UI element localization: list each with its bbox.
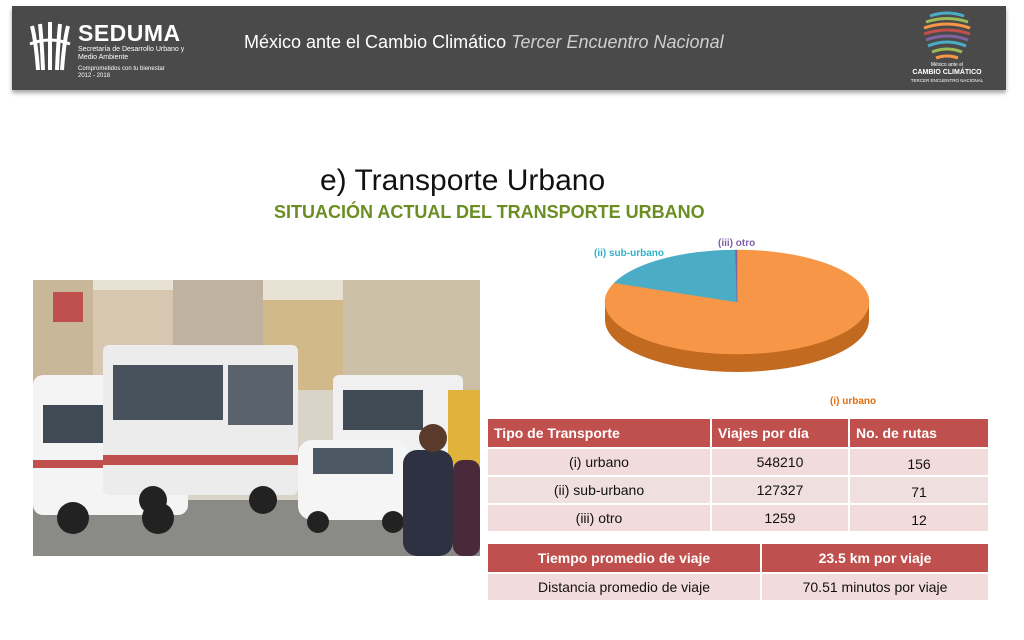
table-row xyxy=(488,449,988,475)
table-cell: 71 xyxy=(850,477,988,503)
right-logo-caption-3: TERCER ENCUENTRO NACIONAL xyxy=(910,78,984,83)
logo-subtitle: Secretaría de Desarrollo Urbano y Medio Ambiente xyxy=(78,46,185,61)
slide-title: e) Transporte Urbano xyxy=(320,164,606,197)
header-title-sub: Tercer Encuentro Nacional xyxy=(511,32,724,52)
table-cell: Distancia promedio de viaje xyxy=(488,574,760,600)
right-logo-caption-2: CAMBIO CLIMÁTICO xyxy=(912,69,982,76)
pie-label-otro: (iii) otro xyxy=(718,238,756,249)
pie-slices xyxy=(605,250,869,354)
table-cell: 1259 xyxy=(712,505,848,531)
pie-label-suburbano: (ii) sub-urbano xyxy=(594,248,664,259)
logo-tagline xyxy=(78,66,188,80)
trip-table-header-row xyxy=(488,544,988,572)
table-cell: (iii) otro xyxy=(488,505,710,531)
transport-pie-chart xyxy=(580,232,900,412)
street-buses-photo xyxy=(33,280,480,556)
transport-table xyxy=(486,417,990,533)
header-bar xyxy=(12,6,1006,90)
column-header: Viajes por día xyxy=(712,419,848,447)
column-header: No. de rutas xyxy=(850,419,988,447)
pie-label-urbano: (i) urbano xyxy=(830,396,877,407)
climate-emblem-icon xyxy=(910,10,984,62)
pie-chart-svg xyxy=(580,232,900,412)
buses-photo-illustration xyxy=(33,280,480,556)
table-row xyxy=(488,477,988,503)
right-logo-caption-1: México ante el xyxy=(930,62,964,68)
table-cell: (ii) sub-urbano xyxy=(488,477,710,503)
table-cell: 548210 xyxy=(712,449,848,475)
transport-table-header-row xyxy=(488,419,988,447)
table-row xyxy=(488,574,988,600)
cambio-climatico-logo xyxy=(910,10,984,88)
table-row xyxy=(488,505,988,531)
table-cell: 12 xyxy=(850,505,988,531)
logo-years: 2012 - 2018 xyxy=(78,73,111,79)
table-cell: 127327 xyxy=(712,477,848,503)
slide-subtitle: SITUACIÓN ACTUAL DEL TRANSPORTE URBANO xyxy=(274,202,705,222)
seduma-logo xyxy=(28,16,188,82)
logo-title: SEDUMA xyxy=(78,20,181,46)
table-cell: 70.51 minutos por viaje xyxy=(762,574,988,600)
logo-tagline-text: Comprometidos con tu bienestar xyxy=(78,66,165,72)
header-title xyxy=(244,32,724,53)
column-header: 23.5 km por viaje xyxy=(762,544,988,572)
table-cell: 156 xyxy=(850,449,988,475)
seduma-mark-icon xyxy=(28,20,72,74)
column-header: Tipo de Transporte xyxy=(488,419,710,447)
header-title-main: México ante el Cambio Climático xyxy=(244,32,507,52)
table-cell: (i) urbano xyxy=(488,449,710,475)
column-header: Tiempo promedio de viaje xyxy=(488,544,760,572)
trip-averages-table xyxy=(486,542,990,602)
